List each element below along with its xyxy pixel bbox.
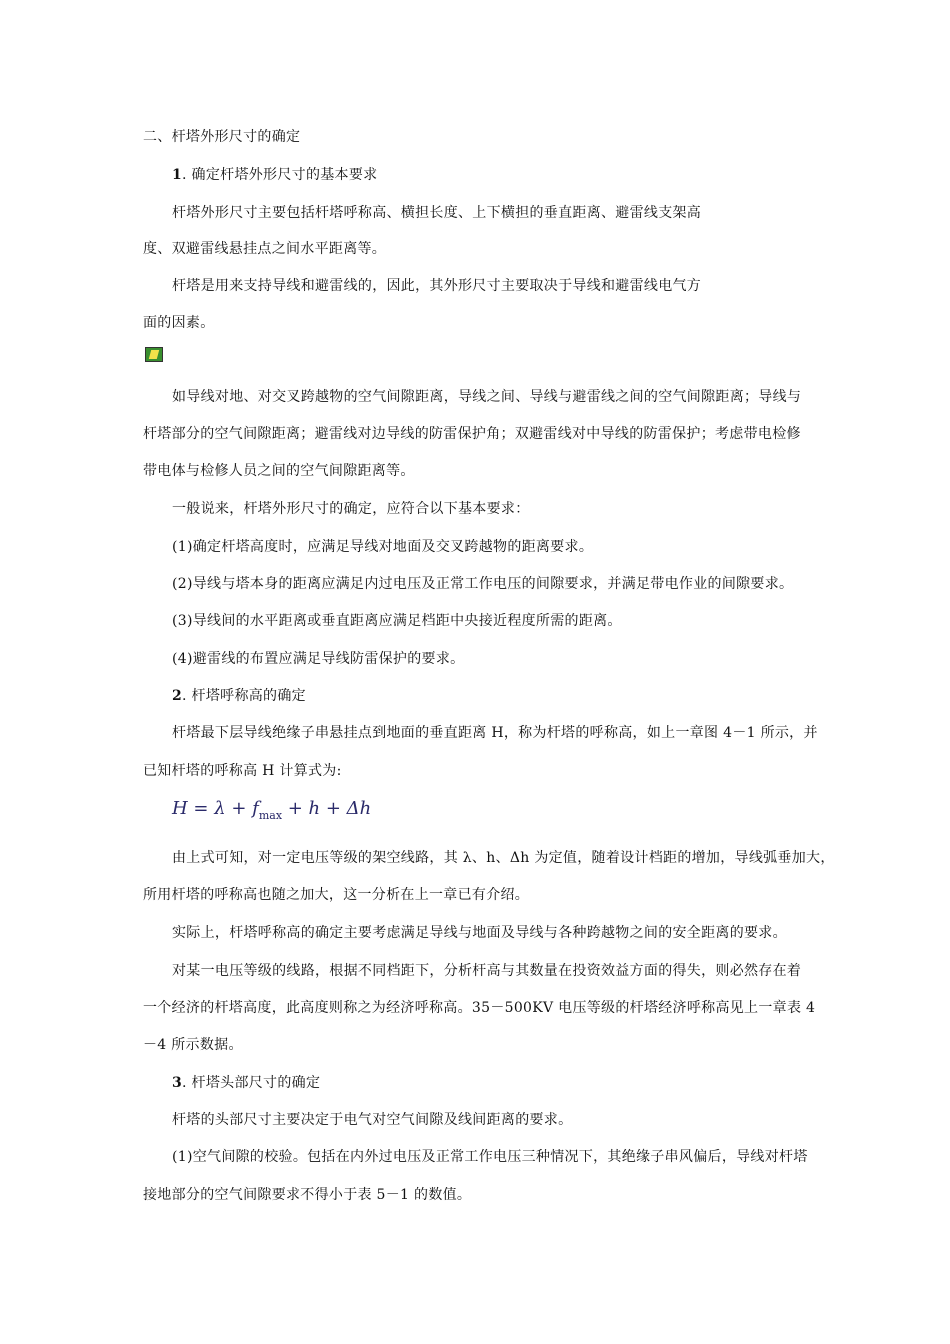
paragraph-line: 杆塔是用来支持导线和避雷线的，因此，其外形尺寸主要取决于导线和避雷线电气方 — [172, 278, 702, 294]
paragraph-line: 对某一电压等级的线路，根据不同档距下，分析杆高与其数量在投资效益方面的得失，则必然存在着 — [172, 963, 802, 979]
paragraph-line: 杆塔最下层导线绝缘子串悬挂点到地面的垂直距离 H，称为杆塔的呼称高，如上一章图 4－1 所示，并 — [172, 725, 818, 741]
section-heading: 二、杆塔外形尺寸的确定 — [143, 129, 301, 145]
subsection-number: 3 — [172, 1075, 183, 1091]
subsection-title: . 杆塔头部尺寸的确定 — [182, 1075, 321, 1091]
subsection-number: 1 — [172, 167, 183, 183]
paragraph-line: (1)空气间隙的校验。包括在内外过电压及正常工作电压三种情况下，其绝缘子串风偏后，导线对杆塔 — [172, 1149, 808, 1165]
paragraph-line: 已知杆塔的呼称高 H 计算式为: — [143, 763, 342, 779]
list-item: (3)导线间的水平距离或垂直距离应满足档距中央接近程度所需的距离。 — [172, 613, 622, 629]
subsection-heading-1 — [172, 166, 377, 184]
paragraph-line: 面的因素。 — [143, 315, 215, 331]
subsection-title: . 确定杆塔外形尺寸的基本要求 — [182, 167, 378, 183]
paragraph-line: 如导线对地、对交叉跨越物的空气间隙距离，导线之间、导线与避雷线之间的空气间隙距离；导线与 — [172, 389, 802, 405]
subsection-heading-3 — [172, 1074, 320, 1092]
paragraph-line: 接地部分的空气间隙要求不得小于表 5－1 的数值。 — [143, 1187, 472, 1203]
paragraph-line: 由上式可知，对一定电压等级的架空线路，其 λ、h、Δh 为定值，随着设计档距的增加，导线弧垂加大， — [172, 850, 835, 866]
height-formula — [172, 797, 371, 828]
paragraph-line: 所用杆塔的呼称高也随之加大，这一分析在上一章已有介绍。 — [143, 887, 530, 903]
paragraph-line: －4 所示数据。 — [143, 1037, 243, 1053]
paragraph-line: 实际上，杆塔呼称高的确定主要考虑满足导线与地面及导线与各种跨越物之间的安全距离的要求。 — [172, 925, 787, 941]
paragraph-line: 带电体与检修人员之间的空气间隙距离等。 — [143, 463, 415, 479]
list-item: (4)避雷线的布置应满足导线防雷保护的要求。 — [172, 651, 465, 667]
subsection-heading-2 — [172, 687, 306, 705]
formula-tail: + h + Δh — [282, 798, 372, 819]
paragraph-line: 度、双避雷线悬挂点之间水平距离等。 — [143, 241, 387, 257]
formula-main: H = λ + f — [172, 798, 259, 819]
subsection-number: 2 — [172, 688, 183, 704]
formula-subscript: max — [258, 809, 283, 822]
note-icon[interactable] — [145, 347, 163, 362]
list-item: (1)确定杆塔高度时，应满足导线对地面及交叉跨越物的距离要求。 — [172, 539, 594, 555]
paragraph-line: 一个经济的杆塔高度，此高度则称之为经济呼称高。35－500KV 电压等级的杆塔经济呼称高见上一章表 4 — [143, 1000, 816, 1016]
paragraph-line: 一般说来，杆塔外形尺寸的确定，应符合以下基本要求： — [172, 501, 530, 517]
paragraph-line: 杆塔外形尺寸主要包括杆塔呼称高、横担长度、上下横担的垂直距离、避雷线支架高 — [172, 205, 702, 221]
list-item: (2)导线与塔本身的距离应满足内过电压及正常工作电压的间隙要求，并满足带电作业的间隙要求。 — [172, 576, 794, 592]
subsection-title: . 杆塔呼称高的确定 — [182, 688, 306, 704]
paragraph-line: 杆塔部分的空气间隙距离；避雷线对边导线的防雷保护角；双避雷线对中导线的防雷保护；考虑带电检修 — [143, 426, 801, 442]
paragraph-line: 杆塔的头部尺寸主要决定于电气对空气间隙及线间距离的要求。 — [172, 1112, 573, 1128]
